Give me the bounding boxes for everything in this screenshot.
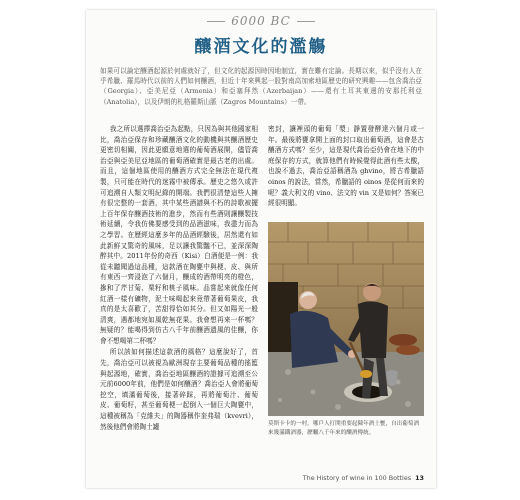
right-column (268, 124, 424, 210)
left-column (100, 124, 258, 433)
page-footer (303, 474, 424, 482)
intro-paragraph: 如果可以論定釀酒起源於何處就好了，但文化的起源因時因地制宜，實在難有定論。長期以來，似乎沒有人在乎希臘、羅馬時代以前的人們如何釀酒，但近十年來興起一股對南高加索地區歷史的研究興趣——包含喬治亞（Georgia）、亞美尼亞（Armenia）和亞塞拜然（Azerbaijan）——還有土耳其東邊的安那托利亞（Anatolia），以及伊朗的札格羅斯山脈（Zagros Mountains）一帶。 (100, 67, 422, 106)
era-heading (86, 14, 436, 28)
body-paragraph: 所以該如何描述這款酒的風格？這麼說好了，首先，喬治亞可以被視為歐洲現存主要葡萄品種的搖籃與起源地，確實，喬治亞地區釀酒的證據可追溯至公元前6000年前，他們是如何釀酒？喬治亞人會將葡萄挖空，填滿葡萄後，接著碎踩，再將葡萄汁、葡萄皮、葡萄籽，甚至葡萄梗一起倒入一個巨大陶甕中，這種被稱為「克維夫」的陶器稱作奎弗瑞（kvevri），然後他們會將陶土罐 (100, 348, 258, 431)
book-title: The History of wine in 100 Bottles (302, 474, 412, 482)
era-rule-left (207, 21, 225, 22)
photo-illustration (268, 222, 424, 416)
era-rule-right (297, 21, 315, 22)
winemaking-photo (268, 222, 424, 416)
book-page (86, 10, 436, 488)
era-label: 6000 BC (231, 14, 291, 28)
page-title: 釀酒文化的濫觴 (194, 37, 328, 57)
body-paragraph: 我之所以選擇喬治亞為起點，只因為與其他國家相比，喬治亞保存和珍藏釀酒文化的動機與其釀酒歷史更密切相關，因此更願意地選的葡萄酒展開，儘管喬治亞與亞美尼亞地區的葡萄酒確實是最古老的出處。而且，這個地區使用的釀酒方式完全無法在現代複製，只可能在時代的迷霧中被傳承。歷史之悠久或許可追溯自人類文明紀錄的開端。我們很清楚這些人擁有很完整的一套酒，其中某些酒譜與不朽的詩歌被擺上百年保存釀酒技術的進步，然而有些酒則讓釀製技術延續，令我仿佛要感受到的品酒滋味，我盡力而為之學習。在歷經這麼多年的品酒經驗後，居然還有如此新鮮又驚奇的風味，足以讓我驚豔不已，並深深陶醉其中。2011年份的奇西（Kisi）白酒便是一例：我從未聽聞過這品種，這款酒在陶甕中與梗、皮、與所有東西一齊浸泡了六個月，釀成的酒帶明亮的橙色，摻和了芹甘菊、栗籽和桃子風味。品嘗起來就像任何紅酒一樣有礦物，泥土味喝起來竟帶著葡萄果皮，我真的是太喜歡了，苦甜得恰如其分。但又如陽光一般清爽，遇都地宛如風乾無花果。我會想再來一杯嗎？無疑的？能喝得到仿古八千年前釀酒遺風的佳釀，你會不想喝第二杯嗎？ (100, 125, 258, 345)
body-paragraph: 密封，讓裡頭的葡萄「漿」靜置發酵達六個月或一年。最後將甕拿開上面的封口取出葡萄酒，這會是古釀酒方式嗎？至少，這是現代喬治亞仍會在地下的中庭保存的方式，就算他們有時候覺得此酒有些太酸，也說不過去，喬治亞語稱酒為 ghvino，將古希臘語 oinos 的說法，當然，希臘語的 oinos 是從何而來的呢？義大利文的 vino、法文的 vin 又是如何？答案已經很明顯。 (268, 125, 424, 208)
page-number: 13 (415, 474, 424, 482)
photo-caption: 莫斯卡卡的一村。哪戶人打開重要起陳年酒土甕，自出葡萄酒來幾滿鐵酒器，瀝曬八千年來的釀酒傳統。 (268, 421, 420, 436)
